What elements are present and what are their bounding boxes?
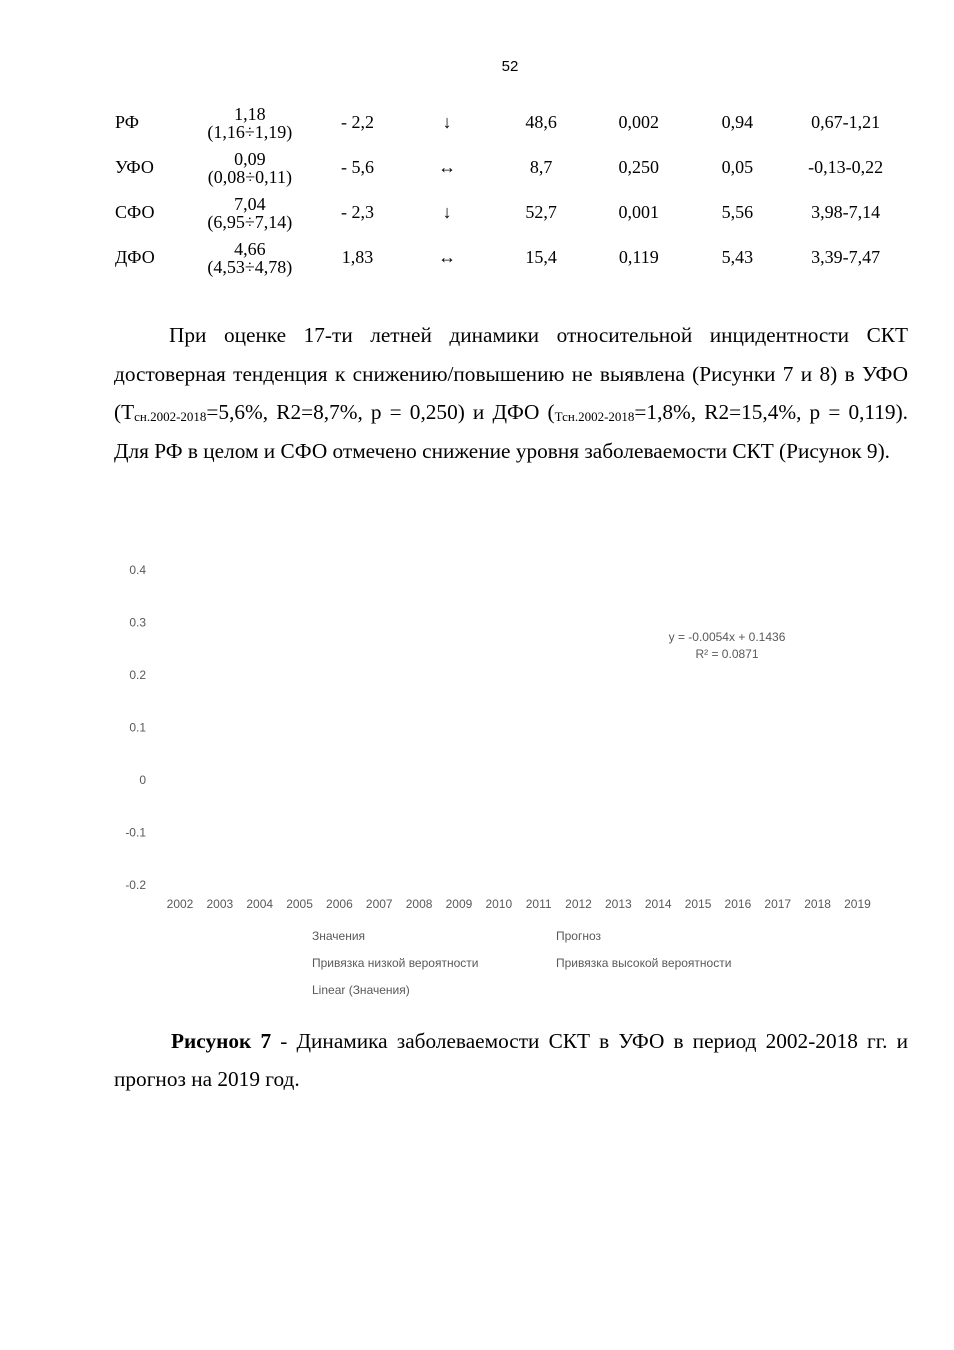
x-tick-label: 2014 [644,897,672,911]
x-tick-label: 2007 [365,897,393,911]
forecast-cell: 0,94 [721,112,754,132]
region-cell: СФО [115,202,155,222]
ci-cell: 3,39-7,47 [811,247,881,267]
p-value-cell: 0,001 [618,202,660,222]
change-cell: - 2,2 [341,112,375,132]
p-value-cell: 0,250 [618,157,660,177]
legend-entry: Привязка высокой вероятности [556,956,732,970]
x-tick-label: 2010 [485,897,513,911]
paragraph-text-1: При оценке 17-ти летней динамики относительной инцидентности СКТ достоверная тенденция к снижению/повышению не выявлена (Рисунки 7 и 8) в УФО (Т [114,323,908,424]
y-tick-label: -0.1 [125,825,146,840]
y-tick-label: 0.4 [129,563,146,577]
trendline-label [669,630,786,661]
x-tick-label: 2011 [525,897,552,911]
caption-label: Рисунок 7 [171,1029,272,1053]
paragraph-text-3: =1,8%, R2=15,4%, p = 0,119). Для РФ в целом и СФО отмечено снижение уровня заболеваемости СКТ (Рисунок 9). [114,400,908,463]
region-cell: ДФО [115,247,155,267]
x-tick-label: 2005 [286,897,313,911]
ci-cell: 3,98-7,14 [811,202,881,222]
y-tick-label: 0.2 [129,668,146,682]
paragraph-text-2: =5,6%, R2=8,7%, p = 0,250) и ДФО ( [206,400,555,424]
trend-arrow-cell: ↔ [438,247,457,267]
r2-cell: 8,7 [529,157,553,177]
table-row [115,145,905,190]
r2-cell: 48,6 [525,112,557,132]
legend-entry: Привязка низкой вероятности [312,956,479,970]
y-tick-label: 0.1 [129,720,146,735]
trend-arrow-cell: ↓ [442,112,452,132]
estimate-interval: (0,08÷0,11) [207,166,292,187]
x-tick-label: 2019 [844,897,871,911]
ci-cell: 0,67-1,21 [811,112,881,132]
forecast-cell: 5,43 [721,247,754,267]
trend-arrow-cell: ↓ [442,202,452,222]
paragraph-subscript-1: сн.2002-2018 [134,409,207,424]
estimate-value: 7,04 [234,193,266,214]
trendline-r2: R² = 0.0871 [695,647,759,661]
x-tick-label: 2016 [724,897,752,911]
region-cell: РФ [115,112,139,132]
page-number: 52 [501,58,519,75]
estimate-interval: (6,95÷7,14) [207,211,293,232]
chart-legend [312,929,731,997]
legend-entry: Прогноз [556,929,602,943]
x-tick-label: 2013 [604,897,632,911]
estimate-cell [185,100,314,145]
forecast-cell: 5,56 [721,202,754,222]
estimate-cell [185,145,314,190]
estimate-value: 0,09 [234,148,266,169]
y-tick-label: 0 [139,773,146,787]
legend-entry: Значения [312,929,366,943]
table-row [115,235,905,280]
paragraph-subscript-2: Тсн.2002-2018 [554,409,635,424]
x-tick-label: 2018 [804,897,831,911]
x-tick-label: 2003 [206,897,234,911]
table-row [115,190,905,235]
x-tick-label: 2002 [166,897,194,911]
x-tick-label: 2012 [565,897,592,911]
p-value-cell: 0,119 [618,247,659,267]
x-tick-label: 2009 [445,897,473,911]
change-cell: - 5,6 [341,157,375,177]
body-paragraph [114,316,908,470]
x-tick-label: 2017 [764,897,792,911]
r2-cell: 15,4 [525,247,557,267]
estimate-cell [185,190,314,235]
x-tick-label: 2008 [405,897,433,911]
change-cell: - 2,3 [341,202,375,222]
p-value-cell: 0,002 [618,112,660,132]
x-tick-label: 2006 [326,897,353,911]
y-tick-label: 0.3 [129,615,146,630]
table-row [115,100,905,145]
figure-caption [114,1022,908,1098]
trendline-equation: y = -0.0054x + 0.1436 [668,630,786,644]
y-tick-label: -0.2 [125,878,146,892]
r2-cell: 52,7 [525,202,557,222]
incidence-chart [0,540,954,1010]
estimate-value: 4,66 [234,238,266,259]
estimate-interval: (1,16÷1,19) [207,121,293,142]
estimate-interval: (4,53÷4,78) [207,256,293,277]
forecast-cell: 0,05 [721,157,754,177]
legend-entry: Linear (Значения) [312,983,410,997]
estimate-value: 1,18 [234,103,266,124]
x-tick-label: 2015 [684,897,712,911]
trend-arrow-cell: ↔ [438,157,457,177]
statistics-table [115,100,905,280]
estimate-cell [185,235,314,280]
region-cell: УФО [115,157,154,177]
x-tick-label: 2004 [246,897,274,911]
ci-cell: -0,13-0,22 [808,157,884,177]
caption-text: - Динамика заболеваемости СКТ в УФО в период 2002-2018 гг. и прогноз на 2019 год. [114,1029,908,1091]
change-cell: 1,83 [341,247,374,267]
